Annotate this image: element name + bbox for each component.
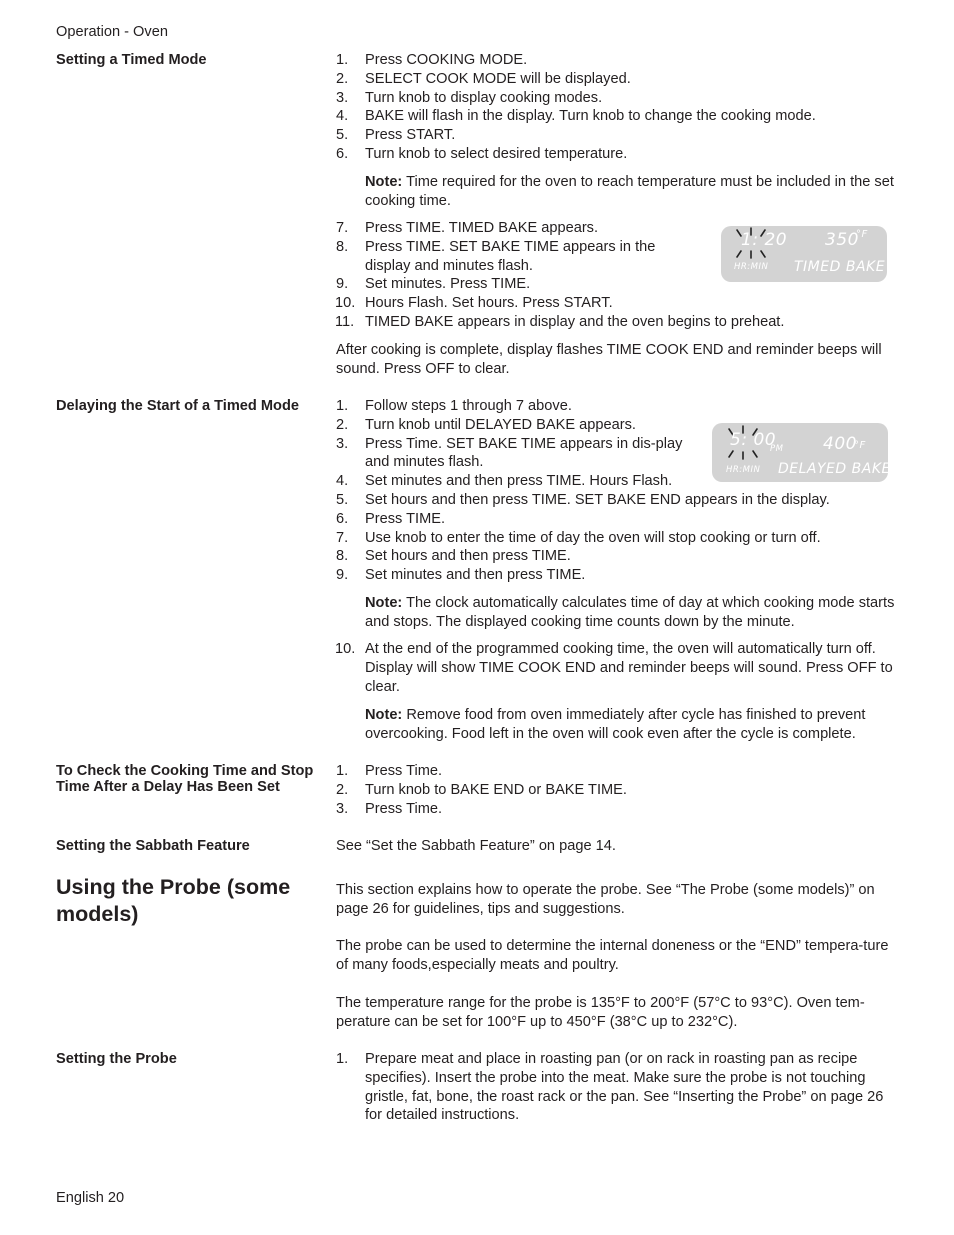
- list-item: [336, 70, 902, 89]
- list-item: [336, 1050, 902, 1125]
- step-number: 3.: [336, 435, 349, 452]
- list-item: [336, 145, 902, 164]
- paragraph: The temperature range for the probe is 135°F to 200°F (57°C to 93°C). Oven tem-perature can be set for 100°F up to 450°F (38°C up to 232°C).: [336, 995, 865, 1030]
- step-text: SELECT COOK MODE will be displayed.: [365, 70, 631, 87]
- list-item: [336, 107, 902, 126]
- step-number: 9.: [336, 276, 349, 293]
- list-item: [336, 51, 902, 70]
- note-text: The clock automatically calculates time of day at which cooking mode starts and stops. The displayed cooking time counts down by the minute.: [365, 595, 895, 630]
- step-number: 7.: [336, 220, 349, 236]
- list-item: [336, 313, 902, 332]
- running-header: Operation - Oven: [56, 24, 168, 40]
- step-text: Hours Flash. Set hours. Press START.: [365, 295, 613, 312]
- step-number: 10.: [335, 641, 356, 657]
- step-number: 1.: [336, 1051, 349, 1067]
- list-item: [336, 529, 902, 548]
- paragraph: See “Set the Sabbath Feature” on page 14.: [336, 838, 616, 854]
- step-text: Press Time.: [365, 763, 443, 779]
- step-number: 2.: [336, 70, 349, 87]
- step-text: Set hours and then press TIME. SET BAKE END appears in the display.: [365, 491, 830, 508]
- step-number: 11.: [335, 313, 355, 330]
- step-text: Press Time.: [365, 800, 443, 817]
- step-number: 8.: [336, 548, 349, 565]
- step-number: 8.: [336, 238, 349, 255]
- list-item: [336, 435, 683, 473]
- display-mode: DELAYED BAKE: [778, 461, 891, 477]
- step-number: 10.: [335, 295, 356, 312]
- step-number: 2.: [336, 781, 349, 798]
- step-text: Press Time. SET BAKE TIME appears in dis-play and minutes flash.: [365, 435, 683, 471]
- step-number: 3.: [336, 800, 349, 817]
- step-number: 4.: [336, 108, 349, 125]
- list-item: [336, 547, 902, 566]
- setprobe-steps: [336, 1050, 902, 1125]
- display-unit: °F: [856, 229, 868, 240]
- list-item: [336, 238, 683, 276]
- display-unit-label: HR:MIN: [726, 465, 761, 475]
- paragraph: After cooking is complete, display flashes TIME COOK END and reminder beeps will sound. Press OFF to clear.: [336, 342, 882, 377]
- display-temperature: 400: [823, 434, 857, 454]
- display-time: 1: 20: [741, 230, 788, 250]
- list-item: [336, 800, 902, 819]
- step-number: 3.: [336, 89, 349, 106]
- step-text: BAKE will flash in the display. Turn knob to change the cooking mode.: [365, 108, 816, 125]
- step-text: Press START.: [365, 127, 456, 144]
- step-text: Follow steps 1 through 7 above.: [365, 398, 572, 414]
- step-text: Set minutes and then press TIME. Hours Flash.: [365, 473, 673, 490]
- step-number: 7.: [336, 529, 349, 546]
- note-label: Note:: [365, 174, 403, 190]
- note-text: Time required for the oven to reach temperature must be included in the set cooking time.: [365, 174, 894, 209]
- page-footer: English 20: [56, 1190, 125, 1206]
- step-text: Press TIME. TIMED BAKE appears.: [365, 220, 599, 236]
- probe-paragraph-1: [336, 881, 902, 919]
- display-temperature: 350: [825, 230, 859, 250]
- step-text: At the end of the programmed cooking time, the oven will automatically turn off. Display will show TIME COOK END and reminder beeps will sound. Press OFF to clear.: [365, 641, 893, 695]
- step-number: 1.: [336, 52, 349, 68]
- paragraph: The probe can be used to determine the internal doneness or the “END” tempera-ture of many foods,especially meats and poultry.: [336, 938, 889, 973]
- step-number: 9.: [336, 567, 349, 584]
- step-number: 1.: [336, 398, 349, 414]
- check-steps: [336, 762, 902, 818]
- heading-sabbath-feature: Setting the Sabbath Feature: [56, 838, 250, 854]
- list-item: [336, 397, 902, 416]
- display-unit-label: HR:MIN: [734, 262, 769, 272]
- list-item: [336, 89, 902, 108]
- step-text: Use knob to enter the time of day the oven will stop cooking or turn off.: [365, 529, 821, 546]
- list-item: [336, 566, 902, 585]
- step-text: Set minutes. Press TIME.: [365, 276, 531, 293]
- delay-note-1: [336, 594, 902, 632]
- oven-display-delayed-bake: [712, 423, 891, 482]
- heading-setting-probe: Setting the Probe: [56, 1051, 177, 1067]
- step-text: Set hours and then press TIME.: [365, 548, 571, 565]
- timed-mode-after-text: [336, 341, 902, 379]
- note-label: Note:: [365, 595, 403, 611]
- paragraph: This section explains how to operate the probe. See “The Probe (some models)” on page 26 for guidelines, tips and suggestions.: [336, 882, 875, 917]
- step-number: 5.: [336, 491, 349, 508]
- probe-paragraph-3: [336, 994, 902, 1032]
- list-item: [336, 510, 902, 529]
- step-number: 6.: [336, 145, 349, 162]
- display-time: 5: 00: [730, 430, 777, 450]
- note-text: Remove food from oven immediately after cycle has finished to prevent overcooking. Food left in the oven will cook even after the cycle is complete.: [365, 707, 866, 742]
- step-text: Turn knob until DELAYED BAKE appears.: [365, 416, 636, 433]
- list-item: [336, 640, 902, 696]
- timed-mode-note: [336, 173, 902, 211]
- probe-paragraph-2: [336, 937, 902, 975]
- note-label: Note:: [365, 707, 403, 723]
- oven-display-timed-bake: [721, 226, 887, 282]
- list-item: [336, 294, 902, 313]
- heading-check-cooking-time: To Check the Cooking Time and Stop Time After a Delay Has Been Set: [56, 763, 314, 795]
- step-text: Press COOKING MODE.: [365, 52, 528, 68]
- step-text: Prepare meat and place in roasting pan (or on rack in roasting pan as recipe specifies). Insert the probe into the meat. Make sure the probe is not touching gristle, fat, bone, the roast rack or the pan. See “Inserting the Probe” on page 26 for detailed instructions.: [365, 1051, 884, 1124]
- step-number: 2.: [336, 416, 349, 433]
- step-number: 4.: [336, 473, 349, 490]
- step-text: Turn knob to display cooking modes.: [365, 89, 603, 106]
- step-text: TIMED BAKE appears in display and the oven begins to preheat.: [365, 313, 785, 330]
- step-number: 6.: [336, 510, 349, 527]
- step-number: 1.: [336, 763, 349, 779]
- sabbath-text: [336, 837, 902, 856]
- step-text: Set minutes and then press TIME.: [365, 567, 586, 584]
- step-text: Turn knob to BAKE END or BAKE TIME.: [365, 781, 627, 798]
- list-item: [336, 126, 902, 145]
- list-item: [336, 781, 902, 800]
- step-text: Press TIME. SET BAKE TIME appears in the display and minutes flash.: [365, 238, 656, 274]
- step-text: Press TIME.: [365, 510, 446, 527]
- timed-mode-steps-1-6: [336, 51, 902, 164]
- heading-delaying-start: Delaying the Start of a Timed Mode: [56, 398, 299, 414]
- step-text: Turn knob to select desired temperature.: [365, 145, 628, 162]
- list-item: [336, 762, 902, 781]
- delay-note-2: [336, 706, 902, 744]
- heading-setting-timed-mode: Setting a Timed Mode: [56, 52, 207, 68]
- display-unit: °F: [854, 440, 866, 451]
- delay-step-10: [336, 640, 902, 696]
- display-ampm: PM: [770, 444, 784, 454]
- step-number: 5.: [336, 127, 349, 144]
- display-mode: TIMED BAKE: [794, 259, 886, 275]
- list-item: [336, 491, 902, 510]
- heading-using-probe: Using the Probe (some models): [56, 875, 291, 926]
